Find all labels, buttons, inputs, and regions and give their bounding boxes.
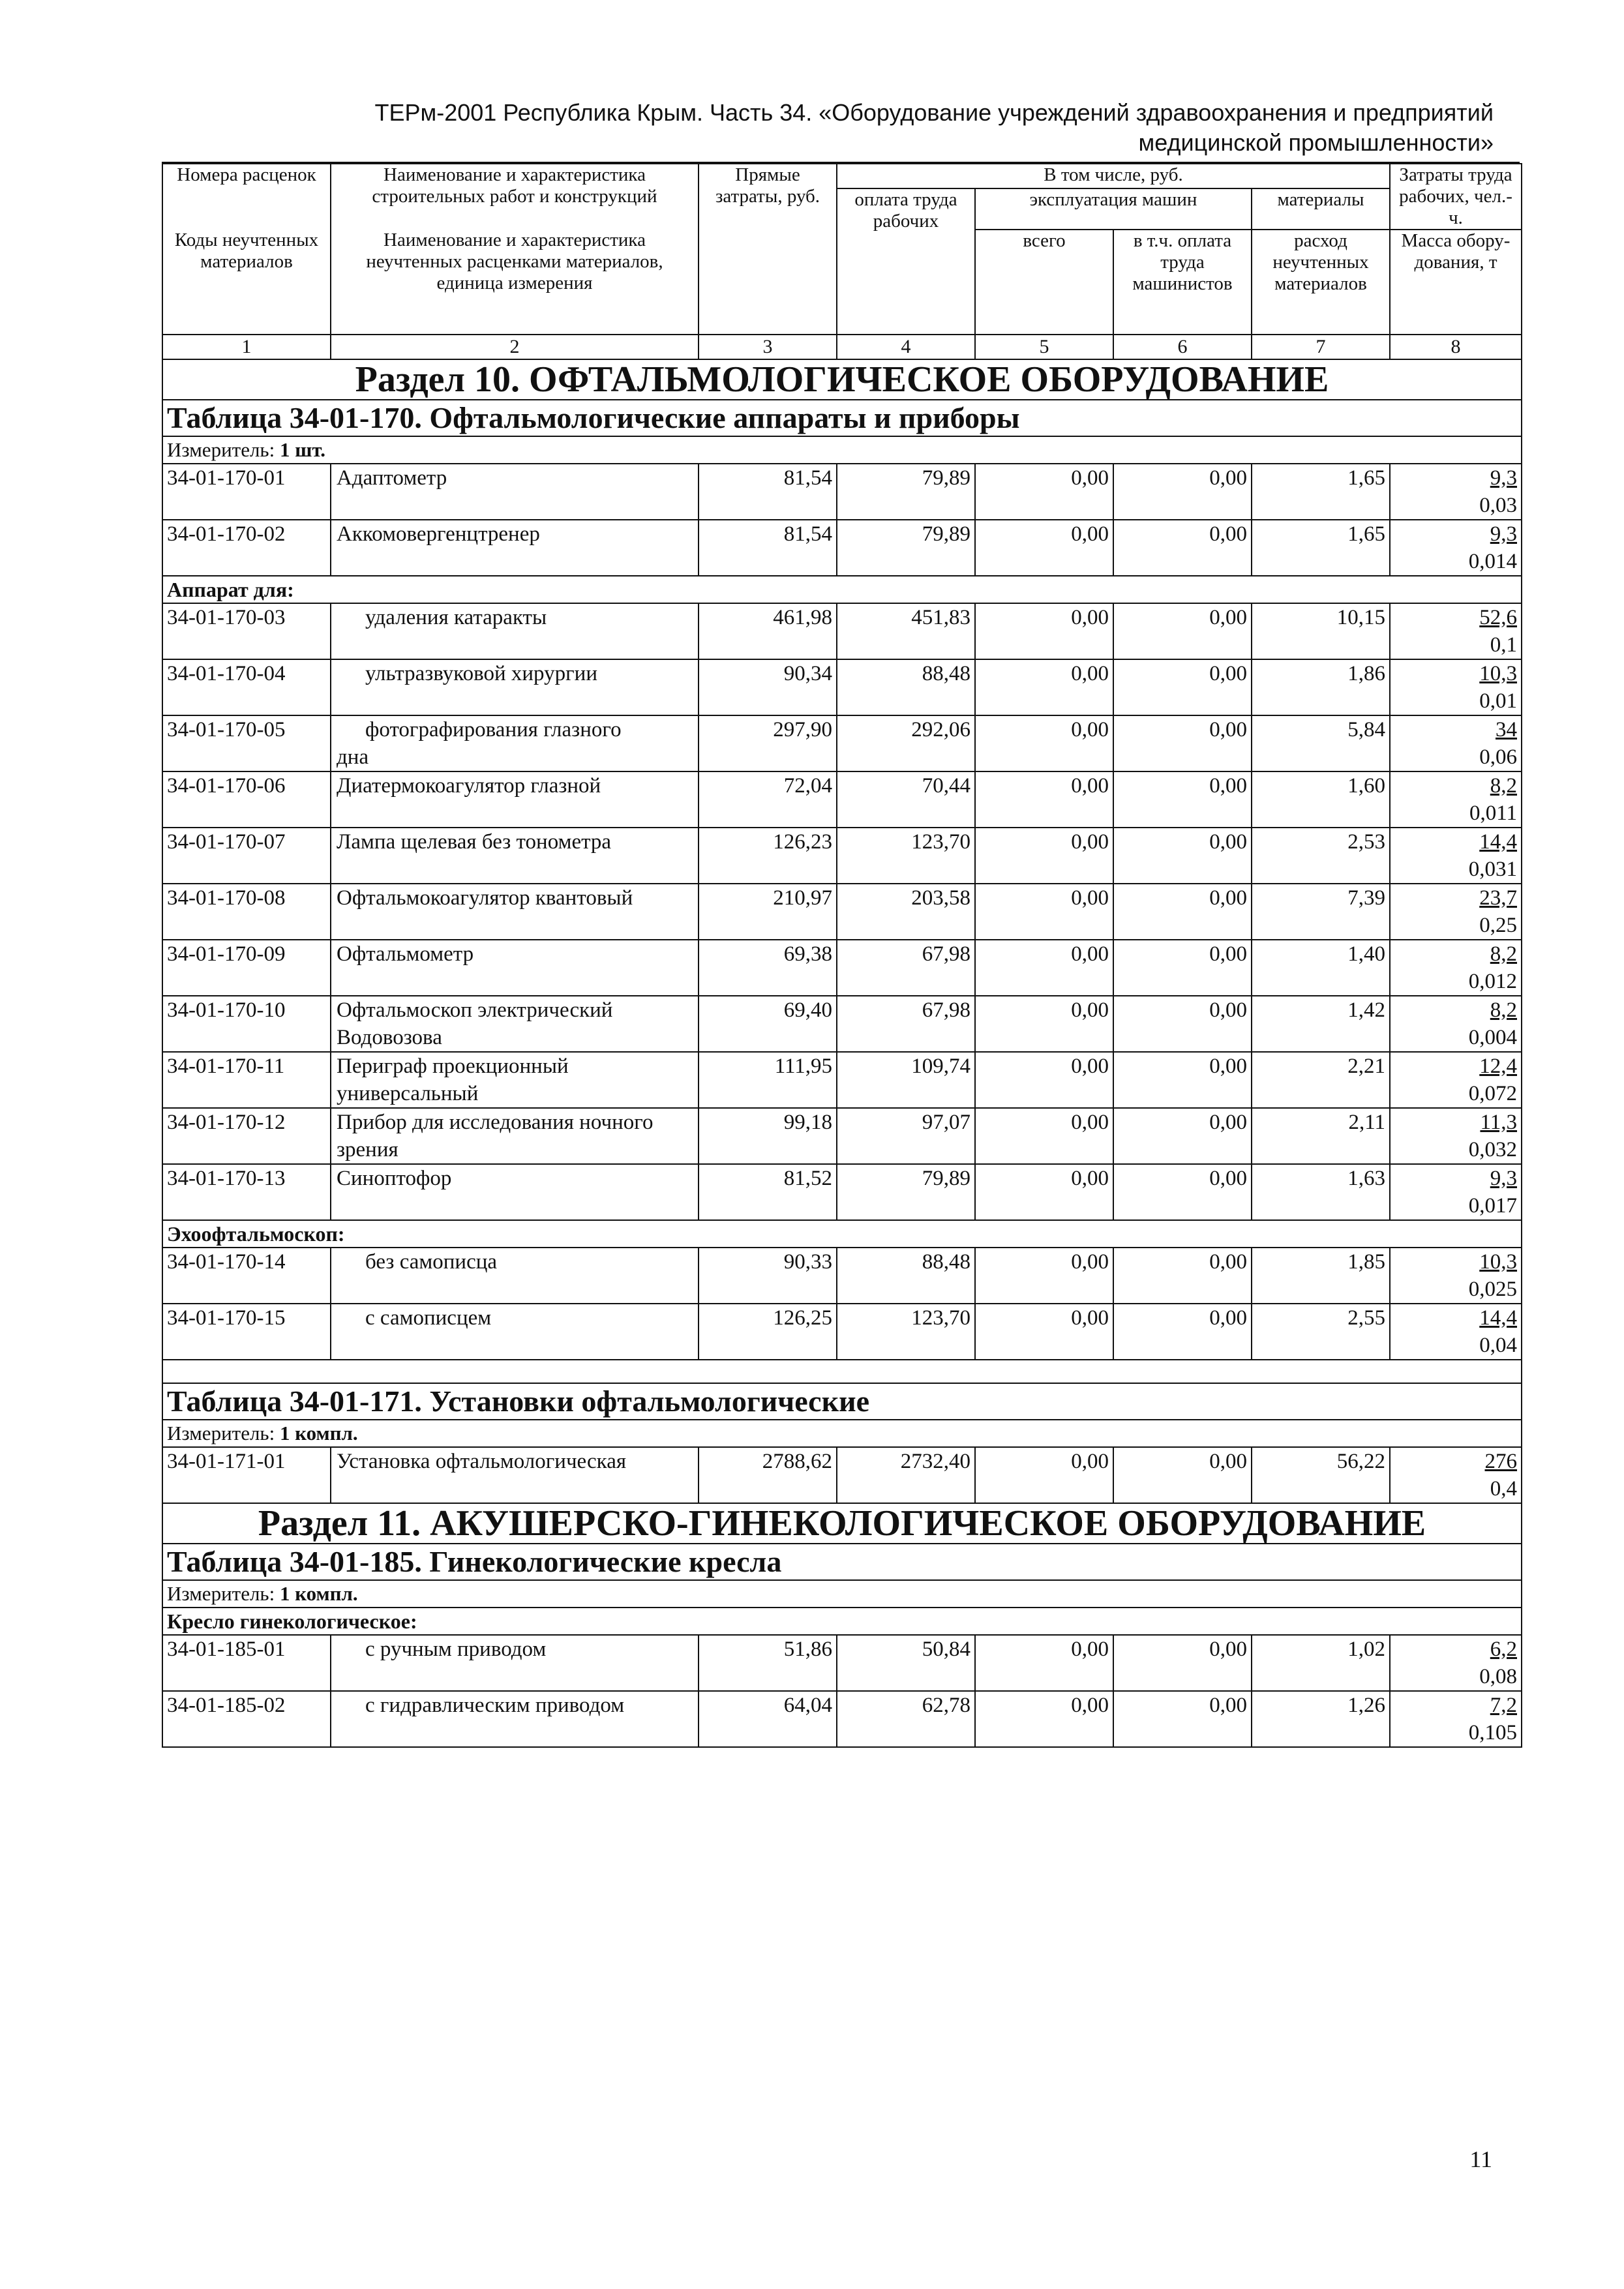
equipment-mass: 0,01 [1479,689,1517,713]
table-row [162,1691,1522,1747]
price-table [162,163,1522,1748]
materials-cost: 1,60 [1252,771,1390,828]
item-name [331,1447,699,1503]
measure-unit-label: Измеритель: [167,1422,275,1444]
equipment-mass: 0,1 [1490,633,1517,657]
direct-cost: 72,04 [699,771,837,828]
labor-hours: 12,4 [1479,1055,1517,1078]
table-row [162,1108,1522,1164]
item-name-text: Офтальмоскоп электрический Водовозова [337,998,613,1049]
labor-hours-mass [1390,884,1522,940]
machinists-labor: 0,00 [1113,1052,1252,1108]
item-name [331,996,699,1052]
labor-hours-mass [1390,1052,1522,1108]
item-name [331,1635,699,1691]
section-title-row [162,1503,1522,1544]
machines-total: 0,00 [975,520,1113,576]
machinists-labor: 0,00 [1113,464,1252,520]
col-number: 5 [975,335,1113,359]
running-header-line1: ТЕРм-2001 Республика Крым. Часть 34. «Оборудование учреждений здравоохранения и предприятий [374,99,1494,126]
table-title: Таблица 34-01-185. Гинекологические кресла [162,1544,1522,1580]
materials-cost: 56,22 [1252,1447,1390,1503]
table-row [162,1248,1522,1304]
equipment-mass: 0,012 [1468,970,1517,993]
col-number: 2 [331,335,699,359]
table-row [162,996,1522,1052]
direct-cost: 90,34 [699,659,837,715]
machinists-labor: 0,00 [1113,520,1252,576]
item-name-text: Аккомовергенцтренер [337,522,540,546]
machines-total: 0,00 [975,1052,1113,1108]
rate-code: 34-01-185-01 [162,1635,331,1691]
spacer [162,1360,1522,1383]
machines-total: 0,00 [975,659,1113,715]
labor-cost: 67,98 [837,996,975,1052]
col3-header: Прямые затраты, руб. [699,164,837,335]
measure-unit-row [162,1420,1522,1447]
labor-hours: 7,2 [1490,1694,1517,1717]
page-number: 11 [1469,2146,1492,2172]
equipment-mass: 0,031 [1468,858,1517,881]
measure-unit-label: Измеритель: [167,438,275,461]
machines-total: 0,00 [975,1447,1113,1503]
labor-cost: 123,70 [837,828,975,884]
labor-cost: 451,83 [837,603,975,659]
rate-code: 34-01-170-14 [162,1248,331,1304]
direct-cost: 69,40 [699,996,837,1052]
table-row [162,828,1522,884]
equipment-mass: 0,105 [1468,1721,1517,1744]
machinists-labor: 0,00 [1113,771,1252,828]
item-name [331,1164,699,1220]
equipment-mass: 0,08 [1479,1665,1517,1688]
table-title-row [162,400,1522,436]
rate-code: 34-01-170-13 [162,1164,331,1220]
col2-header-top: Наименование и характеристика строительных работ и конструкций [331,164,699,230]
direct-cost: 81,54 [699,520,837,576]
machinists-labor: 0,00 [1113,996,1252,1052]
item-name [331,1691,699,1747]
table-row [162,603,1522,659]
item-name-text: Офтальмокоагулятор квантовый [337,886,633,910]
table-row [162,1635,1522,1691]
labor-hours-mass [1390,1304,1522,1360]
labor-hours: 276 [1484,1450,1517,1473]
labor-hours-mass [1390,659,1522,715]
measure-unit [162,1420,1522,1447]
labor-cost: 79,89 [837,520,975,576]
machinists-labor: 0,00 [1113,603,1252,659]
machinists-labor: 0,00 [1113,659,1252,715]
machines-total: 0,00 [975,1635,1113,1691]
group-header: Аппарат для: [162,576,1522,603]
labor-hours-mass [1390,996,1522,1052]
table-row [162,659,1522,715]
labor-hours-mass [1390,520,1522,576]
labor-cost: 123,70 [837,1304,975,1360]
equipment-mass: 0,03 [1479,494,1517,517]
spacer-row [162,1360,1522,1383]
direct-cost: 64,04 [699,1691,837,1747]
direct-cost: 81,52 [699,1164,837,1220]
labor-hours-mass [1390,771,1522,828]
labor-hours-mass [1390,1635,1522,1691]
equipment-mass: 0,014 [1468,550,1517,573]
item-name-text: без самописца [365,1250,498,1274]
equipment-mass: 0,25 [1479,914,1517,937]
labor-hours: 8,2 [1490,998,1517,1022]
item-name [331,715,699,771]
measure-unit-label: Измеритель: [167,1582,275,1605]
table-body [162,359,1522,1747]
measure-unit-value: 1 шт. [279,438,326,461]
item-name [331,828,699,884]
table-row [162,1164,1522,1220]
materials-cost: 2,11 [1252,1108,1390,1164]
item-name-text: удаления катаракты [365,606,547,629]
item-name [331,1052,699,1108]
group-header-row [162,576,1522,603]
rate-code: 34-01-170-11 [162,1052,331,1108]
labor-hours-mass [1390,1108,1522,1164]
item-name-text: Синоптофор [337,1167,452,1190]
materials-cost: 2,21 [1252,1052,1390,1108]
machinists-labor: 0,00 [1113,1447,1252,1503]
section-title: Раздел 11. АКУШЕРСКО-ГИНЕКОЛОГИЧЕСКОЕ ОБОРУДОВАНИЕ [162,1503,1522,1544]
machines-total: 0,00 [975,828,1113,884]
item-name [331,771,699,828]
labor-cost: 97,07 [837,1108,975,1164]
col-number: 6 [1113,335,1252,359]
labor-hours-mass [1390,1248,1522,1304]
labor-hours-mass [1390,603,1522,659]
machines-total: 0,00 [975,603,1113,659]
item-name-text: Установка офтальмологическая [337,1450,627,1473]
direct-cost: 90,33 [699,1248,837,1304]
equipment-mass: 0,025 [1468,1278,1517,1301]
materials-cost: 1,02 [1252,1635,1390,1691]
col-number: 7 [1252,335,1390,359]
machines-total: 0,00 [975,715,1113,771]
item-name-text: ультразвуковой хирургии [365,662,597,685]
equipment-mass: 0,011 [1469,801,1517,825]
rate-code: 34-01-170-02 [162,520,331,576]
measure-unit [162,436,1522,464]
labor-cost: 67,98 [837,940,975,996]
rate-code: 34-01-170-09 [162,940,331,996]
machinists-labor: 0,00 [1113,1304,1252,1360]
rate-code: 34-01-171-01 [162,1447,331,1503]
col6-header: в т.ч. оплата труда машинистов [1113,230,1252,335]
materials-cost: 1,26 [1252,1691,1390,1747]
item-name-text: Прибор для исследования ночного зрения [337,1111,654,1161]
rate-code: 34-01-170-12 [162,1108,331,1164]
labor-hours: 8,2 [1490,774,1517,798]
running-header [163,98,1494,158]
rate-code: 34-01-170-04 [162,659,331,715]
labor-hours: 52,6 [1479,606,1517,629]
labor-hours: 8,2 [1490,942,1517,966]
labor-hours: 14,4 [1479,830,1517,854]
item-name-text: с ручным приводом [365,1638,547,1661]
equipment-mass: 0,032 [1468,1138,1517,1161]
direct-cost: 297,90 [699,715,837,771]
machines-total: 0,00 [975,884,1113,940]
table-title-row [162,1544,1522,1580]
item-name [331,659,699,715]
equipment-mass: 0,072 [1468,1082,1517,1105]
labor-cost: 292,06 [837,715,975,771]
rate-code: 34-01-170-15 [162,1304,331,1360]
materials-cost: 7,39 [1252,884,1390,940]
item-name-text: Офтальмометр [337,942,474,966]
materials-cost: 10,15 [1252,603,1390,659]
materials-cost: 1,40 [1252,940,1390,996]
table-row [162,1304,1522,1360]
table-row [162,1052,1522,1108]
measure-unit-value: 1 компл. [279,1422,358,1444]
col-number: 1 [162,335,331,359]
machinists-labor: 0,00 [1113,1164,1252,1220]
labor-cost: 109,74 [837,1052,975,1108]
table-row [162,520,1522,576]
machinists-labor: 0,00 [1113,1248,1252,1304]
col7-header: расход неучтенных материалов [1252,230,1390,335]
labor-cost: 79,89 [837,464,975,520]
col-number: 8 [1390,335,1522,359]
equipment-mass: 0,04 [1479,1334,1517,1357]
item-name [331,1304,699,1360]
machinists-labor: 0,00 [1113,940,1252,996]
labor-hours-mass [1390,1164,1522,1220]
direct-cost: 111,95 [699,1052,837,1108]
equipment-mass: 0,017 [1468,1194,1517,1218]
group-header: Эхоофтальмоскоп: [162,1220,1522,1248]
item-name-text: с гидравлическим приводом [365,1694,625,1717]
item-name-text: Лампа щелевая без тонометра [337,830,612,854]
group-header: Кресло гинекологическое: [162,1608,1522,1635]
materials-cost: 1,85 [1252,1248,1390,1304]
machines-total: 0,00 [975,464,1113,520]
rate-code: 34-01-170-07 [162,828,331,884]
table-row [162,884,1522,940]
labor-cost: 62,78 [837,1691,975,1747]
machines-total: 0,00 [975,1164,1113,1220]
machines-total: 0,00 [975,1108,1113,1164]
col-number: 4 [837,335,975,359]
labor-hours: 23,7 [1479,886,1517,910]
col8-header-bottom: Масса обору-дования, т [1390,230,1522,335]
item-name [331,1108,699,1164]
item-name [331,1248,699,1304]
item-name-text: Адаптометр [337,466,447,490]
section-title-row [162,359,1522,400]
equipment-mass: 0,004 [1468,1026,1517,1049]
machinists-labor: 0,00 [1113,828,1252,884]
direct-cost: 51,86 [699,1635,837,1691]
direct-cost: 69,38 [699,940,837,996]
machines-total: 0,00 [975,1691,1113,1747]
machinists-labor: 0,00 [1113,1108,1252,1164]
measure-unit [162,1580,1522,1608]
group-header-row [162,1608,1522,1635]
labor-cost: 88,48 [837,659,975,715]
labor-hours-mass [1390,1447,1522,1503]
rate-code: 34-01-170-06 [162,771,331,828]
running-header-line2: медицинской промышленности» [1138,129,1494,156]
col2-header-bottom: Наименование и характеристика неучтенных расценками материалов, единица измерения [331,230,699,335]
rate-code: 34-01-170-08 [162,884,331,940]
item-name [331,464,699,520]
direct-cost: 210,97 [699,884,837,940]
materials-group-header: материалы [1252,188,1390,230]
labor-hours-mass [1390,1691,1522,1747]
labor-cost: 88,48 [837,1248,975,1304]
table-row [162,1447,1522,1503]
direct-cost: 99,18 [699,1108,837,1164]
col5-header: всего [975,230,1113,335]
materials-cost: 1,86 [1252,659,1390,715]
materials-cost: 5,84 [1252,715,1390,771]
labor-cost: 50,84 [837,1635,975,1691]
direct-cost: 2788,62 [699,1447,837,1503]
machines-total: 0,00 [975,1304,1113,1360]
labor-hours: 34 [1496,718,1517,741]
machinists-labor: 0,00 [1113,1635,1252,1691]
materials-cost: 1,65 [1252,464,1390,520]
labor-cost: 203,58 [837,884,975,940]
materials-cost: 1,42 [1252,996,1390,1052]
rate-code: 34-01-185-02 [162,1691,331,1747]
direct-cost: 461,98 [699,603,837,659]
table-title: Таблица 34-01-170. Офтальмологические аппараты и приборы [162,400,1522,436]
labor-hours-mass [1390,715,1522,771]
labor-cost: 70,44 [837,771,975,828]
direct-cost: 81,54 [699,464,837,520]
labor-hours-mass [1390,940,1522,996]
measure-unit-value: 1 компл. [279,1582,358,1605]
direct-cost: 126,25 [699,1304,837,1360]
equipment-mass: 0,4 [1490,1477,1517,1501]
table-title-row [162,1383,1522,1420]
table-header [162,164,1522,359]
labor-cost: 79,89 [837,1164,975,1220]
group-header-row [162,1220,1522,1248]
table-row [162,771,1522,828]
labor-hours-mass [1390,828,1522,884]
labor-hours: 9,3 [1490,466,1517,490]
rate-code: 34-01-170-01 [162,464,331,520]
rate-code: 34-01-170-10 [162,996,331,1052]
item-name [331,940,699,996]
materials-cost: 2,53 [1252,828,1390,884]
machines-group-header: эксплуатация машин [975,188,1252,230]
item-name-text: Диатермокоагулятор глазной [337,774,601,798]
measure-unit-row [162,436,1522,464]
equipment-mass: 0,06 [1479,745,1517,769]
table-row [162,940,1522,996]
col1-header-top: Номера расценок [162,164,331,230]
machines-total: 0,00 [975,1248,1113,1304]
item-name [331,603,699,659]
machines-total: 0,00 [975,996,1113,1052]
incl-group-header: В том числе, руб. [837,164,1390,188]
labor-cost: 2732,40 [837,1447,975,1503]
col-number: 3 [699,335,837,359]
table-row [162,715,1522,771]
machines-total: 0,00 [975,771,1113,828]
labor-hours: 10,3 [1479,662,1517,685]
labor-hours: 9,3 [1490,1167,1517,1190]
labor-hours: 11,3 [1480,1111,1517,1134]
materials-cost: 2,55 [1252,1304,1390,1360]
item-name-continued: дна [337,745,369,769]
table-title: Таблица 34-01-171. Установки офтальмологические [162,1383,1522,1420]
table-row [162,464,1522,520]
labor-hours: 6,2 [1490,1638,1517,1661]
machinists-labor: 0,00 [1113,1691,1252,1747]
item-name-text: с самописцем [365,1306,492,1330]
labor-hours-mass [1390,464,1522,520]
col4-header: оплата труда рабочих [837,188,975,335]
machines-total: 0,00 [975,940,1113,996]
direct-cost: 126,23 [699,828,837,884]
measure-unit-row [162,1580,1522,1608]
machinists-labor: 0,00 [1113,884,1252,940]
section-title: Раздел 10. ОФТАЛЬМОЛОГИЧЕСКОЕ ОБОРУДОВАНИЕ [162,359,1522,400]
item-name [331,884,699,940]
labor-hours: 10,3 [1479,1250,1517,1274]
col8-header-top: Затраты труда рабочих, чел.-ч. [1390,164,1522,230]
labor-hours: 14,4 [1479,1306,1517,1330]
item-name-text: фотографирования глазного [365,718,622,741]
col1-header-bottom: Коды неучтенных материалов [162,230,331,335]
item-name [331,520,699,576]
rate-code: 34-01-170-05 [162,715,331,771]
machinists-labor: 0,00 [1113,715,1252,771]
rate-code: 34-01-170-03 [162,603,331,659]
materials-cost: 1,65 [1252,520,1390,576]
labor-hours: 9,3 [1490,522,1517,546]
item-name-text: Периграф проекционный универсальный [337,1055,569,1105]
materials-cost: 1,63 [1252,1164,1390,1220]
